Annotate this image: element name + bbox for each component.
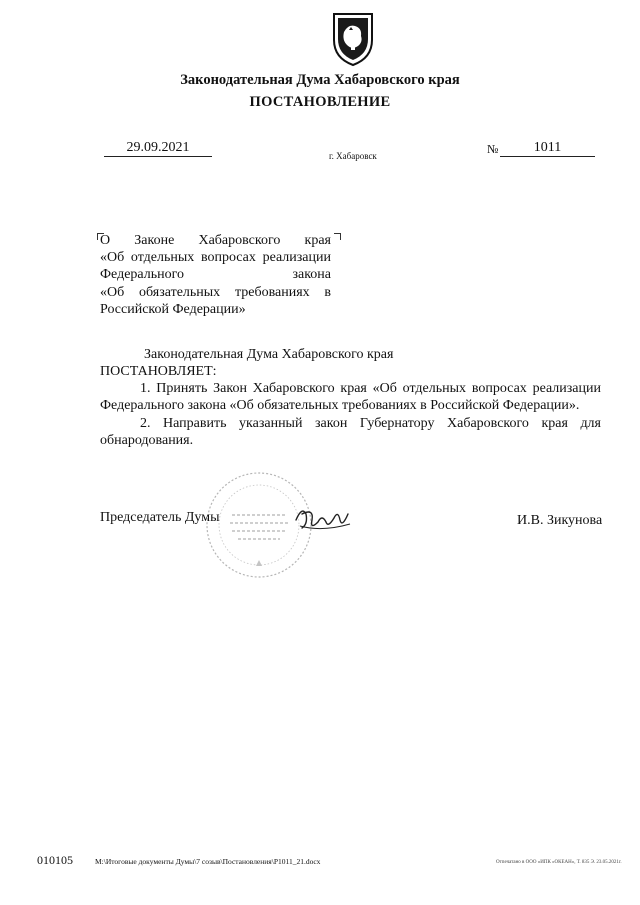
signatory-position: Председатель Думы [100,510,220,525]
body-item-1-line-2: Федерального закона «Об обязательных требованиях в Российской Федерации». [100,398,580,413]
footer-print-note: Отпечатано в ООО «ИПК «ОКЕАН», Т. 835 Э. 23.05.2021г. [496,860,622,865]
title-line-4: «Об обязательных требованиях в [100,284,331,300]
number-prefix: № [487,142,499,156]
body-intro: Законодательная Дума Хабаровского края [144,347,394,362]
title-line-3: Федерального закона [100,267,331,283]
body-item-2-line-2: обнародования. [100,433,194,448]
title-corner-mark-right [334,233,341,240]
title-block [100,232,331,318]
handwritten-signature [292,500,354,534]
body-item-1-line-1: 1. Принять Закон Хабаровского края «Об отдельных вопросах реализации [140,381,601,396]
organization-name: Законодательная Дума Хабаровского края [180,72,460,88]
footer-file-path: M:\Итоговые документы Думы\7 созыв\Постановления\P1011_21.docx [95,857,321,866]
city: г. Хабаровск [329,151,377,161]
document-number: 1011 [500,140,595,157]
document-date: 29.09.2021 [104,140,212,157]
footer-code: 010105 [37,853,73,867]
title-line-2: «Об отдельных вопросах реализации [100,250,331,266]
title-line-5: Российской Федерации» [100,301,246,317]
body-item-2-line-1: 2. Направить указанный закон Губернатору Хабаровского края для [140,416,601,431]
title-corner-mark-left [97,233,104,240]
body-resolves: ПОСТАНОВЛЯЕТ: [100,364,217,379]
coat-of-arms-emblem [330,10,376,68]
document-type: ПОСТАНОВЛЕНИЕ [249,94,391,110]
title-line-1: О Законе Хабаровского края [100,233,331,248]
signatory-name: И.В. Зикунова [517,513,603,528]
